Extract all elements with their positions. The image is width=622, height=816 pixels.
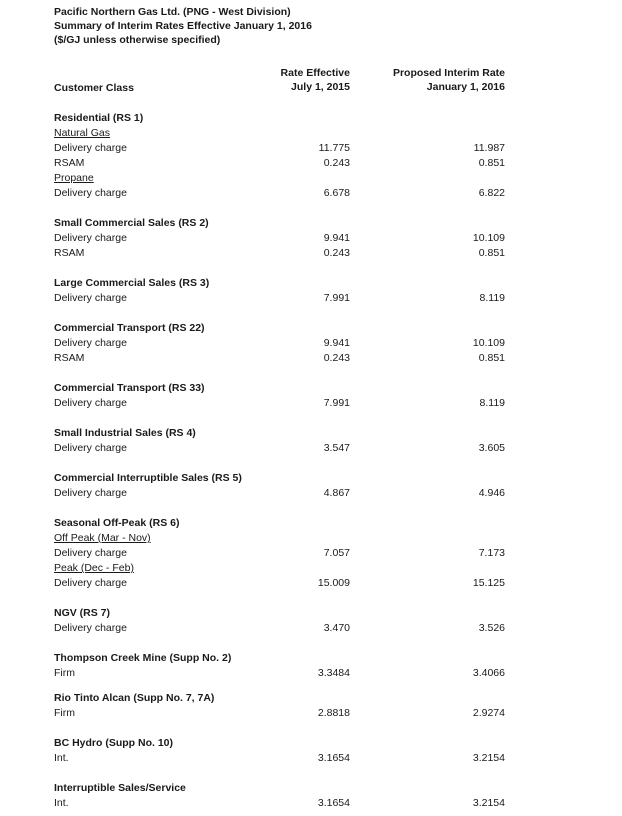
class-heading: Small Commercial Sales (RS 2)	[54, 217, 209, 229]
rate-item-label: Firm	[54, 707, 75, 719]
rate-proposed: 0.851	[478, 157, 505, 169]
rate-proposed: 4.946	[478, 487, 505, 499]
rate-current: 7.991	[323, 292, 350, 304]
rate-item-label: Delivery charge	[54, 187, 127, 199]
rate-proposed: 0.851	[478, 352, 505, 364]
rate-proposed: 7.173	[478, 547, 505, 559]
rate-proposed: 6.822	[478, 187, 505, 199]
rate-proposed: 3.526	[478, 622, 505, 634]
rate-current: 3.1654	[317, 797, 350, 809]
rate-proposed: 10.109	[472, 337, 505, 349]
class-heading: Rio Tinto Alcan (Supp No. 7, 7A)	[54, 692, 215, 704]
class-heading: Large Commercial Sales (RS 3)	[54, 277, 210, 289]
rate-item-label: RSAM	[54, 352, 85, 364]
rate-item-label: Delivery charge	[54, 142, 127, 154]
class-heading: BC Hydro (Supp No. 10)	[54, 737, 174, 749]
rate-proposed: 11.987	[473, 142, 505, 154]
rate-item-label: Delivery charge	[54, 442, 127, 454]
column-header-proposed-rate: Proposed Interim Rate	[392, 67, 505, 79]
rate-proposed: 2.9274	[472, 707, 505, 719]
class-heading: Interruptible Sales/Service	[54, 782, 186, 794]
rate-item-label: Delivery charge	[54, 547, 127, 559]
rate-current: 7.057	[323, 547, 350, 559]
rate-item-label: Delivery charge	[54, 232, 127, 244]
rate-item-label: Delivery charge	[54, 292, 127, 304]
rate-current: 0.243	[323, 157, 350, 169]
rate-proposed: 3.2154	[472, 797, 505, 809]
rate-current: 0.243	[323, 247, 350, 259]
rate-item-label: Delivery charge	[54, 337, 127, 349]
rate-item-label: Delivery charge	[54, 397, 127, 409]
rate-proposed: 3.4066	[472, 667, 505, 679]
rate-proposed: 3.605	[478, 442, 505, 454]
rate-proposed: 10.109	[472, 232, 505, 244]
class-heading: Thompson Creek Mine (Supp No. 2)	[54, 652, 232, 664]
class-heading: Commercial Transport (RS 22)	[54, 322, 205, 334]
rate-current: 9.941	[323, 337, 350, 349]
rate-item-label: Firm	[54, 667, 75, 679]
rate-item-label: Int.	[54, 797, 69, 809]
rate-current: 3.1654	[317, 752, 350, 764]
rate-current: 4.867	[323, 487, 350, 499]
column-header-proposed-rate-date: January 1, 2016	[426, 81, 505, 93]
rate-item-label: RSAM	[54, 247, 85, 259]
class-heading: Seasonal Off-Peak (RS 6)	[54, 517, 180, 529]
units-note: ($/GJ unless otherwise specified)	[54, 34, 221, 46]
rate-current: 6.678	[323, 187, 350, 199]
rate-current: 0.243	[323, 352, 350, 364]
subclass-heading: Natural Gas	[54, 127, 111, 139]
column-header-customer-class: Customer Class	[54, 82, 134, 94]
rate-proposed: 15.125	[472, 577, 505, 589]
rate-item-label: RSAM	[54, 157, 85, 169]
rate-current: 7.991	[323, 397, 350, 409]
rate-proposed: 3.2154	[472, 752, 505, 764]
rate-current: 2.8818	[317, 707, 350, 719]
subclass-heading: Propane	[54, 172, 94, 184]
rate-item-label: Delivery charge	[54, 577, 127, 589]
document-title: Pacific Northern Gas Ltd. (PNG - West Division)	[54, 6, 291, 18]
rate-current: 15.009	[317, 577, 350, 589]
class-heading: Commercial Transport (RS 33)	[54, 382, 205, 394]
subclass-heading: Peak (Dec - Feb)	[54, 562, 134, 574]
rate-proposed: 8.119	[479, 292, 505, 304]
rate-current: 3.3484	[317, 667, 350, 679]
class-heading: Residential (RS 1)	[54, 112, 144, 124]
column-header-rate-effective-date: July 1, 2015	[291, 81, 350, 93]
subclass-heading: Off Peak (Mar - Nov)	[54, 532, 151, 544]
rate-proposed: 8.119	[479, 397, 505, 409]
rate-current: 3.470	[323, 622, 350, 634]
rate-current: 9.941	[323, 232, 350, 244]
rate-proposed: 0.851	[478, 247, 505, 259]
column-header-rate-effective: Rate Effective	[280, 67, 350, 79]
class-heading: NGV (RS 7)	[54, 607, 111, 619]
rate-item-label: Int.	[54, 752, 69, 764]
document-subtitle: Summary of Interim Rates Effective January 1, 2016	[54, 20, 312, 32]
rate-current: 11.775	[318, 142, 350, 154]
class-heading: Small Industrial Sales (RS 4)	[54, 427, 196, 439]
rate-current: 3.547	[323, 442, 350, 454]
rate-item-label: Delivery charge	[54, 487, 127, 499]
class-heading: Commercial Interruptible Sales (RS 5)	[54, 472, 242, 484]
rate-item-label: Delivery charge	[54, 622, 127, 634]
